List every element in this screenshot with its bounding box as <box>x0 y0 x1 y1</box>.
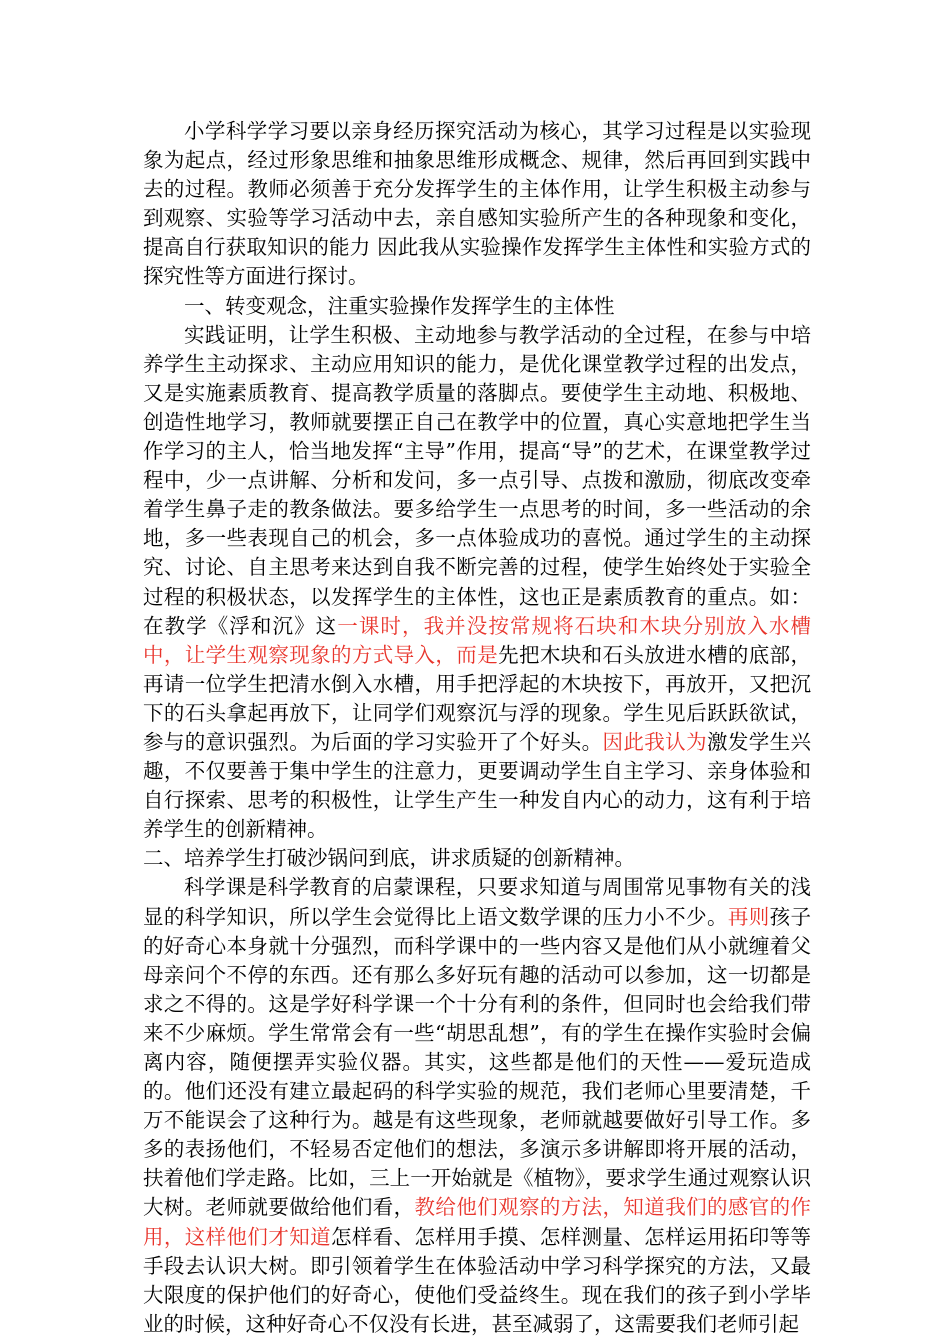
text-segment: 一、转变观念，注重实验操作发挥学生的主体性 <box>184 293 615 318</box>
text-segment: 怎样看、怎样用手摸、怎样测量、怎样运用拓印等等手段去认识大树。即引领着学生在体验活动中学习科学探究的方法，又最大限度的保护他们的好奇心，使他们受益终生。现在我们的孩子到小学毕业的时候，这种好奇心不仅没有长进，甚至减弱了，这需要我们老师引起 <box>143 1224 811 1336</box>
highlighted-text: 一课时，我并没按常规将石块和木块分别放入水槽中，让学生观察现象的方式导入，而是 <box>143 613 811 667</box>
document-body <box>143 117 811 1339</box>
text-segment: 先把木块和石头放进水槽的底部，再请一位学生把清水倒入水槽，用手把浮起的木块按下，再放开，又把沉下的石头拿起再放下，让同学们观察沉与浮的现象。学生见后跃跃欲试，参与的意识强烈。为后面的学习实验开了个好头。 <box>143 642 812 754</box>
intro-paragraph <box>143 117 811 292</box>
text-segment: 小学科学学习要以亲身经历探究活动为核心，其学习过程是以实验现象为起点，经过形象思维和抽象思维形成概念、规律，然后再回到实践中去的过程。教师必须善于充分发挥学生的主体作用，让学生积极主动参与到观察、实验等学习活动中去，亲自感知实验所产生的各种现象和变化，提高自行获取知识的能力 因此我从实验操作发挥学生主体性和实验方式的探究性等方面进行探讨。 <box>143 119 811 289</box>
text-segment: 激发学生兴趣，不仅要善于集中学生的注意力，更要调动学生自主学习、亲身体验和自行探索、思考的积极性，让学生产生一种发自内心的动力，这有利于培养学生的创新精神。 <box>143 729 812 842</box>
highlighted-text: 因此我认为 <box>602 729 707 754</box>
section-2-paragraph <box>143 873 811 1339</box>
text-segment: 二、培养学生打破沙锅问到底，讲求质疑的创新精神。 <box>143 846 635 871</box>
text-segment: 孩子的好奇心本身就十分强烈，而科学课中的一些内容又是他们从小就缠着父母亲问个不停的东西。还有那么多好玩有趣的活动可以参加，这一切都是求之不得的。这是学好科学课一个十分有利的条件，但同时也会给我们带来不少麻烦。学生常常会有一些“胡思乱想”，有的学生在操作实验时会偏离内容，随便摆弄实验仪器。其实，这些都是他们的天性——爱玩造成的。他们还没有建立最起码的科学实验的规范，我们老师心里要清楚，千万不能误会了这种行为。越是有这些现象，老师就越要做好引导工作。多多的表扬他们，不轻易否定他们的想法，多演示多讲解即将开展的活动，扶着他们学走路。比如，三上一开始就是《植物》，要求学生通过观察认识大树。老师就要做给他们看， <box>143 904 812 1220</box>
text-segment: 科学课是科学教育的启蒙课程，只要求知道与周围常见事物有关的浅显的科学知识，所以学生会觉得比上语文数学课的压力小不少。 <box>143 875 811 929</box>
highlighted-text: 再则 <box>727 904 770 929</box>
section-heading-1 <box>143 292 811 321</box>
text-segment: 实践证明，让学生积极、主动地参与教学活动的全过程，在参与中培养学生主动探求、主动应用知识的能力，是优化课堂教学过程的出发点，又是实施素质教育、提高教学质量的落脚点。要使学生主动地、积极地、创造性地学习，教师就要摆正自己在教学中的位置，真心实意地把学生当作学习的主人，恰当地发挥“主导”作用，提高“导”的艺术，在课堂教学过程中，少一点讲解、分析和发问，多一点引导、点拨和激励，彻底改变牵着学生鼻子走的教条做法。要多给学生一点思考的时间，多一些活动的余地，多一些表现自己的机会，多一点体验成功的喜悦。通过学生的主动探究、讨论、自主思考来达到自我不断完善的过程，使学生始终处于实验全过程的积极状态，以发挥学生的主体性，这也正是素质教育的重点。如：在教学《浮和沉》这 <box>143 322 811 638</box>
highlighted-text: 教给他们观察的方法，知道我们的感官的作用，这样他们才知道 <box>143 1195 812 1249</box>
section-1-paragraph <box>143 321 811 845</box>
section-heading-2 <box>143 844 811 873</box>
